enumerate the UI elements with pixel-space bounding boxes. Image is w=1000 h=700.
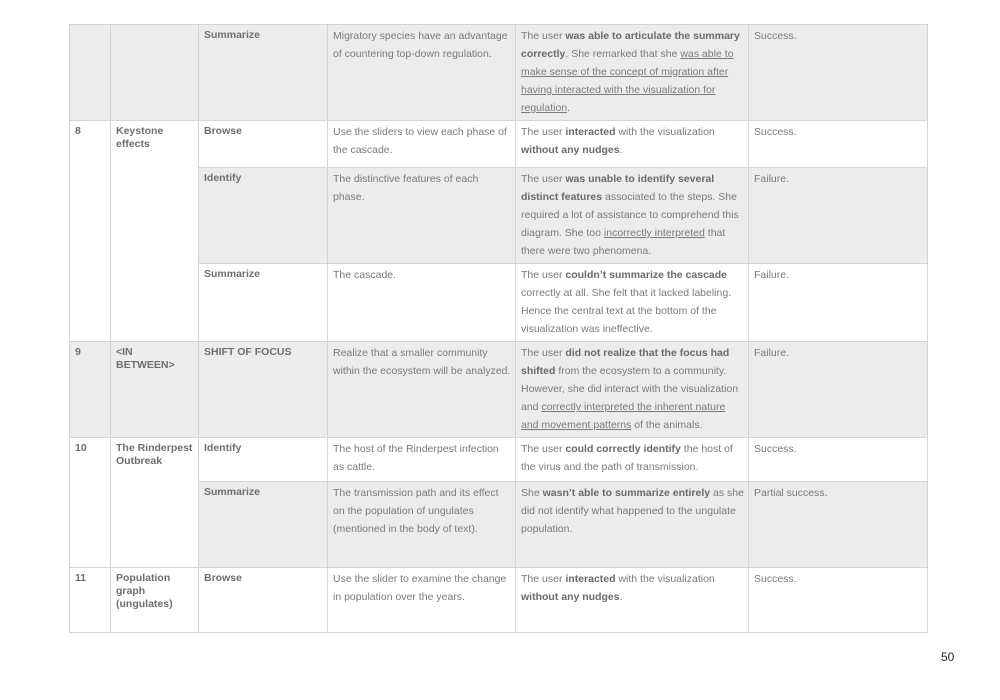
observation-text: from the ecosystem to a community. However, she did interact with the visualization and (521, 365, 739, 413)
observation-text: as she did not identify what happened to the ungulate population. (521, 487, 744, 535)
emphasis-text: was able to articulate the summary correctly (521, 30, 740, 60)
observation-text: The user (521, 347, 566, 359)
task-cell: SHIFT OF FOCUS (199, 342, 328, 438)
observation-cell (516, 438, 749, 482)
row-number-cell: 11 (70, 568, 111, 633)
observation-text: that there were two phenomena. (521, 227, 726, 257)
underlined-text: was able to make sense of the concept of migration after having interacted with the visualization for regulation (521, 48, 734, 114)
task-cell: Identify (199, 438, 328, 482)
table-row (70, 342, 928, 438)
description-cell: The transmission path and its effect on the population of ungulates (mentioned in the body of text). (328, 482, 516, 568)
observation-cell (516, 168, 749, 264)
emphasis-text: was unable to identify several distinct features (521, 173, 715, 203)
task-cell: Browse (199, 121, 328, 168)
description-cell: Use the sliders to view each phase of the cascade. (328, 121, 516, 168)
underlined-text: incorrectly interpreted (603, 227, 705, 239)
observation-text: . She remarked that she (565, 48, 681, 60)
section-cell: The Rinderpest Outbreak (111, 438, 199, 568)
result-cell: Failure. (749, 168, 928, 264)
row-number-cell: 8 (70, 121, 111, 342)
emphasis-text: without any nudges (521, 591, 620, 603)
result-cell: Failure. (749, 264, 928, 342)
emphasis-text: couldn’t summarize the cascade (565, 269, 727, 281)
section-cell: Keystone effects (111, 121, 199, 342)
result-cell: Success. (749, 568, 928, 633)
result-cell: Success. (749, 438, 928, 482)
observation-cell (516, 121, 749, 168)
result-cell: Success. (749, 121, 928, 168)
observation-text: the host of the virus and the path of transmission. (521, 443, 733, 473)
emphasis-text: interacted (565, 573, 616, 585)
task-cell: Summarize (199, 482, 328, 568)
description-cell: The host of the Rinderpest infection as cattle. (328, 438, 516, 482)
row-number-cell: 9 (70, 342, 111, 438)
observation-cell (516, 264, 749, 342)
observation-text: associated to the steps. She required a lot of assistance to comprehend this diagram. She too (521, 191, 739, 239)
observation-text: . (619, 144, 623, 156)
section-cell: <IN BETWEEN> (111, 342, 199, 438)
description-cell: The cascade. (328, 264, 516, 342)
observation-text: The user (521, 30, 566, 42)
task-cell: Browse (199, 568, 328, 633)
task-cell: Summarize (199, 25, 328, 121)
observation-text: The user (521, 573, 566, 585)
section-cell: Population graph (ungulates) (111, 568, 199, 633)
evaluation-table (69, 24, 928, 633)
table-row (70, 482, 928, 568)
result-cell: Partial success. (749, 482, 928, 568)
underlined-text: correctly interpreted the inherent nature and movement patterns (521, 401, 726, 431)
observation-text: of the animals. (631, 419, 703, 431)
observation-text: with the visualization (615, 126, 715, 138)
result-cell: Failure. (749, 342, 928, 438)
observation-text: . (619, 591, 623, 603)
observation-cell (516, 25, 749, 121)
row-number-cell: 10 (70, 438, 111, 568)
emphasis-text: could correctly identify (565, 443, 681, 455)
page-number: 50 (941, 650, 955, 664)
observation-text: with the visualization (615, 573, 715, 585)
description-cell: Realize that a smaller community within the ecosystem will be analyzed. (328, 342, 516, 438)
table-row (70, 264, 928, 342)
emphasis-text: interacted (565, 126, 616, 138)
observation-text: correctly at all. She felt that it lacked labeling. Hence the central text at the bottom of the visualization was ineffective. (521, 287, 732, 335)
observation-text: The user (521, 269, 566, 281)
table-row (70, 25, 928, 121)
emphasis-text: without any nudges (521, 144, 620, 156)
table-row (70, 121, 928, 168)
observation-text: She (521, 487, 543, 499)
task-cell: Summarize (199, 264, 328, 342)
result-cell: Success. (749, 25, 928, 121)
observation-cell (516, 568, 749, 633)
table-row (70, 168, 928, 264)
observation-cell (516, 342, 749, 438)
observation-text: The user (521, 443, 566, 455)
table-row (70, 438, 928, 482)
table-row (70, 568, 928, 633)
observation-text: The user (521, 173, 566, 185)
observation-text: . (567, 102, 571, 114)
description-cell: The distinctive features of each phase. (328, 168, 516, 264)
emphasis-text: wasn’t able to summarize entirely (542, 487, 711, 499)
emphasis-text: did not realize that the focus had shifted (521, 347, 730, 377)
description-cell: Use the slider to examine the change in population over the years. (328, 568, 516, 633)
task-cell: Identify (199, 168, 328, 264)
observation-cell (516, 482, 749, 568)
description-cell: Migratory species have an advantage of countering top-down regulation. (328, 25, 516, 121)
observation-text: The user (521, 126, 566, 138)
